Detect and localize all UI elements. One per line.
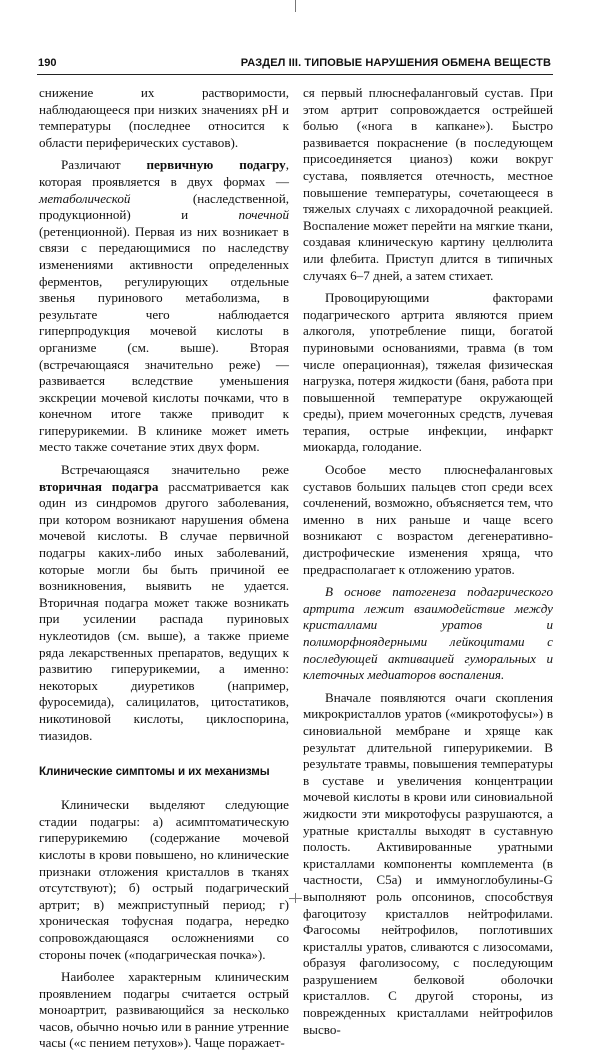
italic-key-statement: В основе патогенеза подагрического артрита лежит взаимодействие между кристаллами уратов и полиморфноядерными лейкоцитами с последующей активацией гуморальных и клеточных медиаторов воспаления. [303, 584, 553, 683]
running-header [37, 54, 553, 72]
right-column [303, 85, 553, 1037]
paragraph: снижение их растворимости, наблюдающееся при низких значениях pH и температуры (последнее относится к области периферических суставов). [39, 85, 289, 150]
paragraph: Наиболее характерным клиническим проявлением подагры считается острый моноартрит, развивающийся за несколько часов, обычно ночью или в ранние утренние часы («с пением петухов»). Чаще поражает- [39, 969, 289, 1051]
paragraph-secondary-gout: Встречающаяся значительно реже вторичная подагра рассматривается как один из синдромов другого заболевания, при котором возникают нарушения обмена мочевой кислоты. В случае первичной подагры каких-либо иных заболеваний, которые могли бы быть причиной ее возникновения, выявить не удается. Вторичная подагра может также возникать при усилении распада пуриновых нуклеотидов (см. выше), а также приеме ряда лекарственных препаратов, ведущих к развитию гиперурикемии, а именно: некоторых диуретиков (например, фуросемида), салицилатов, цитостатиков, никотиновой кислоты, циклоспорина, тиазидов. [39, 462, 289, 743]
term-renal: почечной [238, 207, 289, 223]
header-rule [37, 74, 553, 75]
paragraph: Вначале появляются очаги скопления микрокристаллов уратов («микротофусы») в синовиальной мембране и хряще как результат длительной гиперурикемии. В результате травмы, повышения температуры в суставе и увеличения концентрации мочевой кислоты в крови или синовиальной жидкости эти микротофусы разрушаются, а уратные кристаллы выходят в суставную полость. Активированные уратными кристаллами компоненты комплемента (в частности, C5a) и иммуноглобулины-G выполняют роль опсонинов, способствуя фагоцитозу кристаллов нейтрофилами. Фагосомы нейтрофилов, поглотивших кристаллы уратов, сливаются с лизосомами, образуя фаголизосому, с последующим разрушением белковой оболочки кристаллов. С другой стороны, из поврежденных кристаллами нейтрофилов высво- [303, 689, 553, 1037]
subheading: Клинические симптомы и их механизмы [39, 765, 270, 779]
paragraph: Клинически выделяют следующие стадии подагры: а) асимптоматическую гиперурикемию (содержание мочевой кислоты в крови повышено, но клинические признаки отложения кристаллов в тканях отсутствуют); б) острый подагрический артрит; в) межприступный период; г) хроническая тофусная подагра, нередко сопровождающаяся осложнениями со стороны почек («подагрическая почка»). [39, 797, 289, 962]
term-primary-gout: первичную подагру [146, 157, 286, 173]
term-metabolic: метаболической [39, 190, 131, 206]
crop-mark-top [295, 0, 296, 12]
section-title: РАЗДЕЛ III. ТИПОВЫЕ НАРУШЕНИЯ ОБМЕНА ВЕЩЕСТВ [240, 57, 551, 69]
left-column [39, 85, 289, 1051]
term-secondary-gout: вторичная подагра [39, 478, 159, 494]
paragraph: Особое место плюснефаланговых суставов больших пальцев стоп среди всех сочленений, возможно, объясняется тем, что именно в них раньше и чаще всего возникают с возрастом дегенеративно-дистрофические изменения хряща, что предрасполагает к отложению уратов. [303, 462, 553, 577]
page-number: 190 [38, 57, 57, 69]
paragraph: Провоцирующими факторами подагрического артрита являются прием алкоголя, употребление пищи, богатой пуриновыми основаниями, травма (в том числе операционная), тяжелая физическая нагрузка, потеря жидкости (баня, работа при повышенной температуре окружающей среды), прием мочегонных средств, лучевая терапия, острые инфекции, инфаркт миокарда, голодание. [303, 290, 553, 455]
paragraph: ся первый плюснефаланговый сустав. При этом артрит сопровождается острейшей болью («нога в капкане»). Быстро развивается покраснение (в последующем присоединяется цианоз) кожи вокруг сустава, появляется отечность, местное повышение температуры, сочетающееся в тяжелых случаях с лихорадочной реакцией. Воспаление может перейти на мягкие ткани, создавая клиническую картину целлюлита или флебита. Приступ длится в типичных случаях 6–7 дней, а затем стихает. [303, 85, 553, 283]
paragraph-primary-gout: Различают первичную подагру, которая проявляется в двух формах — метаболической (наследственной, продукционной) и почечной (ретенционной). Первая из них возникает в связи с передающимися по наследству изменениями активности определенных ферментов, регулирующих отдельные звенья пуринового метаболизма, в результате чего наблюдается гиперпродукция мочевой кислоты в организме (см. выше). Вторая (встречающаяся значительно реже) — развивается вследствие уменьшения экскреции мочевой кислоты почками, что в конечном итоге также приводит к гиперурикемии. В клинике может иметь место также сочетание этих двух форм. [39, 157, 289, 455]
crop-mark-bottom-h [289, 898, 302, 899]
